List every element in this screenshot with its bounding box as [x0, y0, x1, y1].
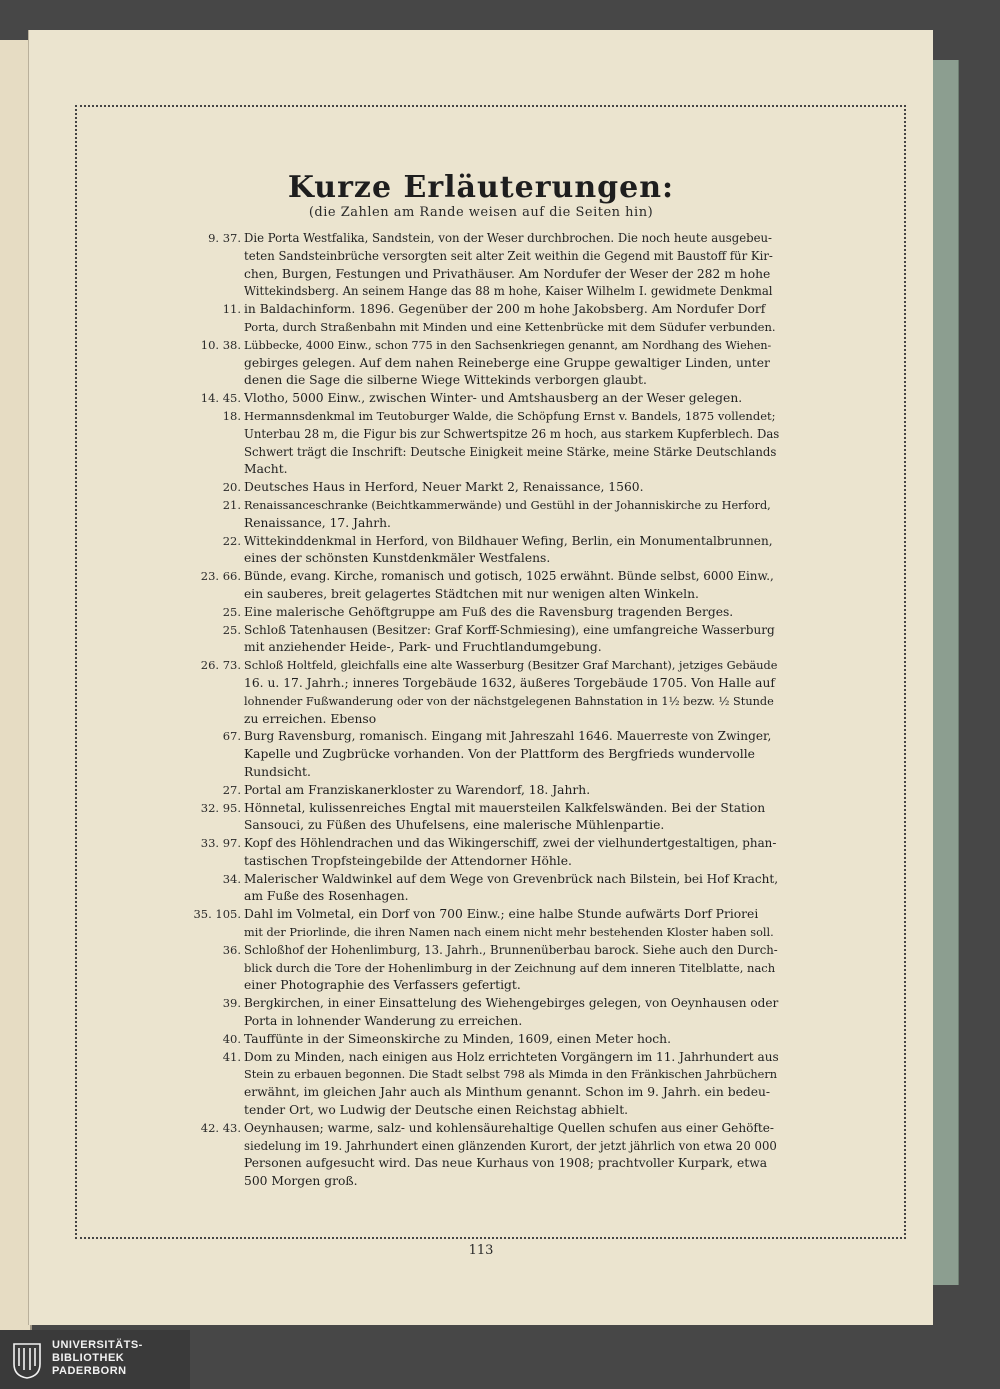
entry-page-reference: 10. 38.: [200, 337, 241, 352]
entry-page-reference: 23. 66.: [200, 569, 241, 584]
entry-page-reference: 22.: [222, 533, 241, 548]
entry-text-line: Renaissance, 17. Jahrh.: [244, 515, 391, 530]
entry-text-line: siedelung im 19. Jahrhundert einen glänzenden Kurort, der jetzt jährlich von etwa 20 000: [244, 1138, 777, 1153]
entry: [29, 871, 933, 907]
entry-text-line: am Fuße des Rosenhagen.: [244, 889, 409, 904]
entry-text-line: Oeynhausen; warme, salz- und kohlensäurehaltige Quellen schufen aus einer Gehöfte-: [244, 1120, 774, 1135]
entry-text-line: tastischen Tropfsteingebilde der Attendorner Höhle.: [244, 853, 572, 868]
entry-page-reference: 27.: [222, 782, 241, 797]
entry: [29, 230, 933, 301]
entry: [29, 408, 933, 479]
entry: [29, 1049, 933, 1120]
entry: [29, 657, 933, 728]
library-emblem-icon: [10, 1338, 44, 1382]
entry-page-reference: 39.: [222, 996, 241, 1011]
entry-page-reference: 26. 73.: [200, 658, 241, 673]
entry-text-line: Bergkirchen, in einer Einsattelung des Wiehengebirges gelegen, von Oeynhausen oder: [244, 996, 779, 1011]
entry-page-reference: 25.: [222, 622, 241, 637]
entry-page-reference: 14. 45.: [200, 391, 241, 406]
entry-text-line: tender Ort, wo Ludwig der Deutsche einen Reichstag abhielt.: [244, 1103, 629, 1118]
entry-text-line: Wittekindsberg. An seinem Hange das 88 m hohe, Kaiser Wilhelm I. gewidmete Denkmal: [244, 284, 773, 299]
entry-page-reference: 34.: [222, 871, 241, 886]
entry-page-reference: 32. 95.: [200, 800, 241, 815]
entry-text-line: 500 Morgen groß.: [244, 1174, 358, 1189]
entry-page-reference: 35. 105.: [193, 907, 241, 922]
entry-text-line: 16. u. 17. Jahrh.; inneres Torgebäude 1632, äußeres Torgebäude 1705. Von Halle auf: [244, 675, 775, 690]
entry: [29, 604, 933, 622]
entry-text-line: Hönnetal, kulissenreiches Engtal mit mauersteilen Kalkfelswänden. Bei der Station: [244, 800, 766, 815]
entry-text-line: lohnender Fußwanderung oder von der nächstgelegenen Bahnstation in 1½ bezw. ½ Stunde: [244, 694, 774, 708]
entry-page-reference: 67.: [222, 729, 241, 744]
entry-text-line: Bünde, evang. Kirche, romanisch und gotisch, 1025 erwähnt. Bünde selbst, 6000 Einw.,: [244, 569, 774, 584]
library-name: [52, 1339, 143, 1378]
entry-page-reference: 11.: [222, 302, 241, 317]
entry-text-line: Porta in lohnender Wanderung zu erreichen.: [244, 1014, 523, 1029]
entry: [29, 337, 933, 390]
entry: [29, 390, 933, 408]
entry: [29, 622, 933, 658]
entry-text-line: in Baldachinform. 1896. Gegenüber der 200 m hohe Jakobsberg. Am Nordufer Dorf: [244, 302, 766, 317]
entry-text-line: blick durch die Tore der Hohenlimburg in der Zeichnung auf dem inneren Titelblatte, nach: [244, 960, 776, 975]
entry-text-line: mit der Priorlinde, die ihren Namen nach einem nicht mehr bestehenden Kloster haben soll.: [244, 926, 774, 940]
entry-text-line: Macht.: [244, 462, 288, 477]
book-page: [28, 30, 933, 1325]
entry-page-reference: 42. 43.: [200, 1120, 241, 1135]
entry-text-line: Die Porta Westfalika, Sandstein, von der Weser durchbrochen. Die noch heute ausgebeu-: [244, 231, 772, 245]
entry: [29, 835, 933, 871]
entry-text-line: Vlotho, 5000 Einw., zwischen Winter- und Amtshausberg an der Weser gelegen.: [244, 391, 743, 406]
entry-text-line: eines der schönsten Kunstdenkmäler Westfalens.: [244, 551, 551, 566]
entry-text-line: Lübbecke, 4000 Einw., schon 775 in den Sachsenkriegen genannt, am Nordhang des Wiehen-: [244, 338, 772, 352]
entry-text-line: Schloß Tatenhausen (Besitzer: Graf Korff-Schmiesing), eine umfangreiche Wasserburg: [244, 622, 775, 637]
entry-text-line: Portal am Franziskanerkloster zu Warendorf, 18. Jahrh.: [244, 782, 591, 797]
entry: [29, 1031, 933, 1049]
entry: [29, 568, 933, 604]
entry-page-reference: 25.: [222, 604, 241, 619]
entry-list: [29, 230, 933, 1191]
entry-text-line: Hermannsdenkmal im Teutoburger Walde, die Schöpfung Ernst v. Bandels, 1875 vollendet;: [244, 408, 776, 423]
library-name-line-1: UNIVERSITÄTS-: [52, 1339, 143, 1351]
entry: [29, 800, 933, 836]
entry-text-line: Rundsicht.: [244, 764, 311, 779]
entry-text-line: Deutsches Haus in Herford, Neuer Markt 2, Renaissance, 1560.: [244, 480, 644, 495]
entry-text-line: Schloß Holtfeld, gleichfalls eine alte Wasserburg (Besitzer Graf Marchant), jetziges Gebäude: [244, 659, 778, 673]
entry-text-line: Burg Ravensburg, romanisch. Eingang mit Jahreszahl 1646. Mauerreste von Zwinger,: [244, 729, 772, 744]
entry: [29, 782, 933, 800]
entry-text-line: Schloßhof der Hohenlimburg, 13. Jahrh., Brunnenüberbau barock. Siehe auch den Durch-: [244, 942, 778, 957]
entry-text-line: zu erreichen. Ebenso: [244, 711, 377, 726]
entry: [29, 906, 933, 942]
entry-text-line: chen, Burgen, Festungen und Privathäuser. Am Nordufer der Weser der 282 m hohe: [244, 266, 771, 281]
entry-text-line: Unterbau 28 m, die Figur bis zur Schwertspitze 26 m hoch, aus starkem Kupferblech. Das: [244, 426, 779, 441]
entry-text-line: denen die Sage die silberne Wiege Wittekinds verborgen glaubt.: [244, 373, 647, 388]
entry-page-reference: 21.: [222, 497, 241, 512]
entry: [29, 497, 933, 533]
entry: [29, 942, 933, 995]
entry-text-line: Kapelle und Zugbrücke vorhanden. Von der Plattform des Bergfrieds wundervolle: [244, 747, 755, 762]
entry-text-line: Sansouci, zu Füßen des Uhufelsens, eine malerische Mühlenpartie.: [244, 818, 665, 833]
entry-text-line: Schwert trägt die Inschrift: Deutsche Einigkeit meine Stärke, meine Stärke Deutschlands: [244, 444, 777, 459]
entry-text-line: Porta, durch Straßenbahn mit Minden und eine Kettenbrücke mit dem Südufer verbunden.: [244, 319, 776, 334]
entry: [29, 995, 933, 1031]
entry: [29, 301, 933, 337]
page-number: 113: [468, 1243, 494, 1258]
entry-text-line: Stein zu erbauen begonnen. Die Stadt selbst 798 als Mimda in den Fränkischen Jahrbüchern: [244, 1068, 778, 1082]
entry-page-reference: 9. 37.: [208, 231, 241, 245]
entry: [29, 728, 933, 781]
entry-text-line: teten Sandsteinbrüche versorgten seit alter Zeit weithin die Gegend mit Baustoff für Kir-: [244, 248, 773, 263]
entry-page-reference: 41.: [222, 1049, 241, 1064]
entry-text-line: Personen aufgesucht wird. Das neue Kurhaus von 1908; prachtvoller Kurpark, etwa: [244, 1156, 768, 1171]
library-name-line-2: BIBLIOTHEK: [52, 1352, 125, 1364]
entry-text-line: Renaissanceschranke (Beichtkammerwände) und Gestühl in der Johanniskirche zu Herford,: [244, 498, 771, 512]
entry: [29, 533, 933, 569]
page-subtitle: (die Zahlen am Rande weisen auf die Seiten hin): [308, 205, 654, 220]
entry-page-reference: 18.: [222, 408, 241, 423]
entry: [29, 479, 933, 497]
entry-page-reference: 36.: [222, 942, 241, 957]
entry-page-reference: 33. 97.: [200, 836, 241, 851]
entry-text-line: mit anziehender Heide-, Park- und Fruchtlandumgebung.: [244, 640, 602, 655]
entry-text-line: gebirges gelegen. Auf dem nahen Reineberge eine Gruppe gewaltiger Linden, unter: [244, 355, 770, 370]
entry-page-reference: 20.: [222, 480, 241, 495]
entry-text-line: Wittekinddenkmal in Herford, von Bildhauer Wefing, Berlin, ein Monumentalbrunnen,: [244, 533, 773, 548]
entry-text-line: Eine malerische Gehöftgruppe am Fuß des die Ravensburg tragenden Berges.: [244, 604, 734, 619]
entry-text-line: erwähnt, im gleichen Jahr auch als Minthum genannt. Schon im 9. Jahrh. ein bedeu-: [244, 1085, 771, 1100]
entry-text-line: Malerischer Waldwinkel auf dem Wege von Grevenbrück nach Bilstein, bei Hof Kracht,: [244, 871, 779, 886]
entry-text-line: Tauffünte in der Simeonskirche zu Minden, 1609, einen Meter hoch.: [244, 1031, 671, 1046]
entry-page-reference: 40.: [222, 1031, 241, 1046]
library-name-line-3: PADERBORN: [52, 1365, 127, 1377]
entry-text-line: Dom zu Minden, nach einigen aus Holz errichteten Vorgängern im 11. Jahrhundert aus: [244, 1049, 779, 1064]
entry-text-line: Kopf des Höhlendrachen und das Wikingerschiff, zwei der vielhundertgestaltigen, phan-: [244, 836, 777, 851]
library-logo: [0, 1330, 190, 1389]
entry: [29, 1120, 933, 1191]
page-title: Kurze Erläuterungen:: [287, 170, 675, 205]
entry-text-line: einer Photographie des Verfassers gefertigt.: [244, 978, 521, 993]
entry-text-line: ein sauberes, breit gelagertes Städtchen mit nur wenigen alten Winkeln.: [244, 586, 699, 601]
entry-text-line: Dahl im Volmetal, ein Dorf von 700 Einw.; eine halbe Stunde aufwärts Dorf Priorei: [244, 907, 759, 922]
